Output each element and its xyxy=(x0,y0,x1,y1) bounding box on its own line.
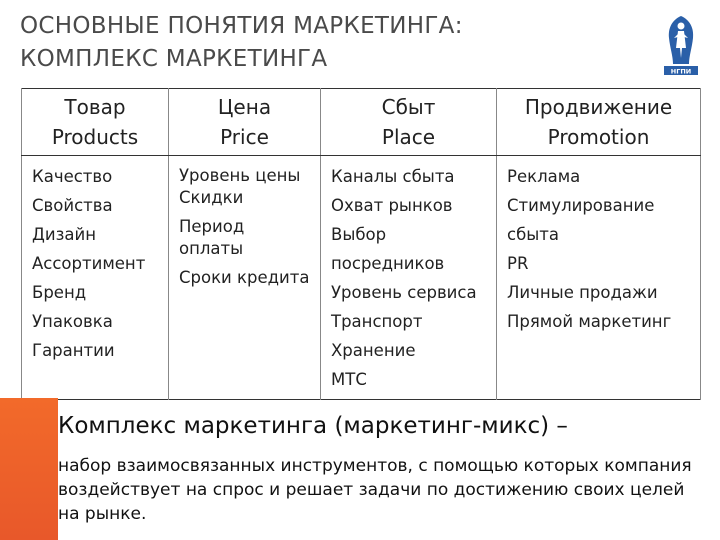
slide-title xyxy=(20,10,620,76)
definition-term: Комплекс маркетинга (маркетинг-микс) – xyxy=(58,413,568,439)
list-item: Дизайн xyxy=(32,225,97,244)
list-item: Сроки кредита xyxy=(179,268,310,287)
header-ru: Товар xyxy=(64,95,126,119)
list-item: Хранение xyxy=(331,341,416,360)
list-item: Уровень цены xyxy=(179,166,301,185)
header-place xyxy=(321,89,497,156)
header-ru: Цена xyxy=(217,95,272,119)
promotion-cell xyxy=(497,156,701,400)
list-item: Свойства xyxy=(32,196,113,215)
list-item: Качество xyxy=(32,167,113,186)
header-promotion xyxy=(497,89,701,156)
university-logo-icon xyxy=(660,14,702,78)
list-item: Период xyxy=(179,217,245,236)
place-cell xyxy=(321,156,497,400)
list-item: Прямой маркетинг xyxy=(507,312,672,331)
table-body-row xyxy=(22,156,701,400)
header-products xyxy=(22,89,169,156)
header-ru: Продвижение xyxy=(524,95,673,119)
list-item: Охват рынков xyxy=(331,196,453,215)
slide-title-line-1: ОСНОВНЫЕ ПОНЯТИЯ МАРКЕТИНГА: xyxy=(20,13,463,39)
header-en: Products xyxy=(51,125,139,149)
list-item: Упаковка xyxy=(32,312,113,331)
header-en: Place xyxy=(381,125,436,149)
slide-title-line-2: КОМПЛЕКС МАРКЕТИНГА xyxy=(20,46,328,72)
table-header-row xyxy=(22,89,701,156)
price-cell xyxy=(169,156,321,400)
list-item: Транспорт xyxy=(331,312,423,331)
list-item: Уровень сервиса xyxy=(331,283,477,302)
list-item: Выбор xyxy=(331,225,387,244)
list-item: Гарантии xyxy=(32,341,115,360)
logo-caption: НГПИ xyxy=(670,67,692,76)
list-item: Скидки xyxy=(179,188,244,207)
header-ru: Сбыт xyxy=(381,95,436,119)
header-en: Price xyxy=(220,125,269,149)
marketing-mix-table xyxy=(21,88,701,400)
definition-text: набор взаимосвязанных инструментов, с помощью которых компания воздействует на спрос и решает задачи по достижению своих целей на рынке. xyxy=(58,456,692,524)
list-item: посредников xyxy=(331,254,445,273)
list-item: Реклама xyxy=(507,167,581,186)
list-item: сбыта xyxy=(507,225,559,244)
list-item: Каналы сбыта xyxy=(331,167,455,186)
list-item: Личные продажи xyxy=(507,283,658,302)
list-item: PR xyxy=(507,254,529,273)
header-en: Promotion xyxy=(547,125,650,149)
list-item: Стимулирование xyxy=(507,196,655,215)
list-item: МТС xyxy=(331,370,367,389)
list-item: оплаты xyxy=(179,239,244,258)
accent-bar xyxy=(0,398,58,540)
header-price xyxy=(169,89,321,156)
list-item: Бренд xyxy=(32,283,87,302)
products-cell xyxy=(22,156,169,400)
list-item: Ассортимент xyxy=(32,254,146,273)
